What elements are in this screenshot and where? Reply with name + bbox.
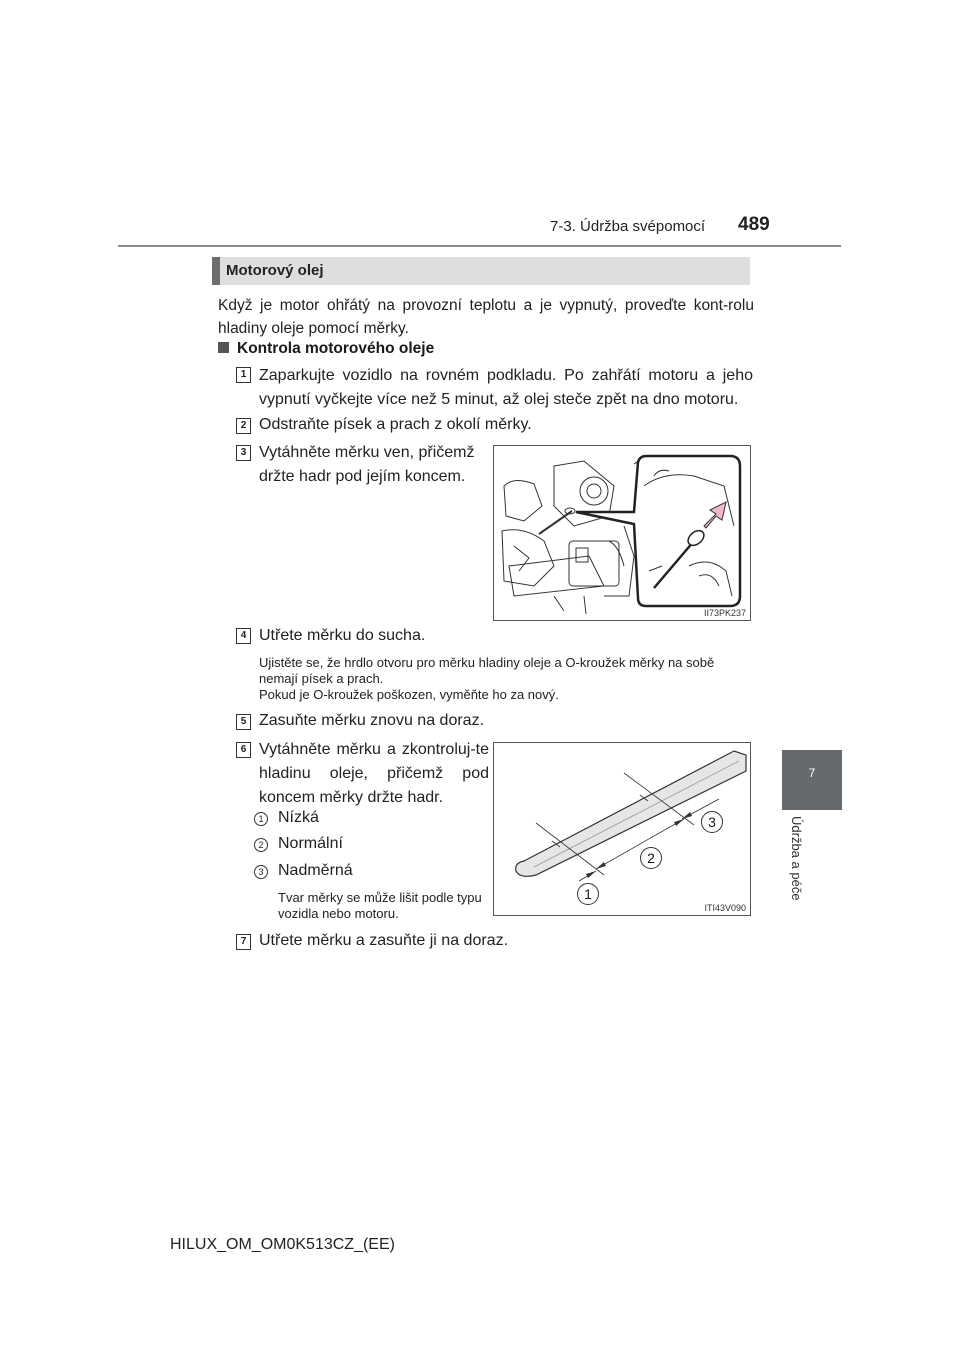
square-bullet-icon [218,342,229,353]
level-marker-3: 3 [254,865,268,879]
chapter-tab[interactable] [782,750,842,810]
document-footer: HILUX_OM_OM0K513CZ_(EE) [170,1236,395,1253]
step-number-5: 5 [236,714,251,730]
level-marker-1: 1 [254,812,268,826]
chapter-title-vertical [784,814,804,934]
step-2-text: Odstraňte písek a prach z okolí měrky. [259,416,532,433]
step-number-4: 4 [236,628,251,644]
page-number: 489 [738,214,770,235]
step-6-note: Tvar měrky se může lišit podle typu vozidla nebo motoru. [278,890,482,921]
step-3-text: Vytáhněte měrku ven, přičemž držte hadr pod jejím koncem. [259,444,475,485]
callout-3: 3 [701,811,723,833]
callout-2: 2 [640,847,662,869]
callout-1: 1 [577,883,599,905]
step-4-text: Utřete měrku do sucha. [259,627,426,644]
step-4-note: Ujistěte se, že hrdlo otvoru pro měrku hladiny oleje a O-kroužek měrky na sobě nemají písek a prach. Pokud je O-kroužek poškozen, vyměňte ho za nový. [259,655,715,702]
header-section-title: 7-3. Údržba svépomocí [550,218,706,235]
step-number-6: 6 [236,742,251,758]
dipstick-level-figure [493,742,751,916]
engine-illustration [494,446,750,620]
chapter-number: 7 [808,766,816,780]
step-6-text: Vytáhněte měrku a zkontroluj-te hladinu oleje, přičemž pod koncem měrky držte hadr. [259,741,489,806]
engine-dipstick-figure [493,445,751,621]
step-1-text: Zaparkujte vozidlo na rovném podkladu. Po zahřátí motoru a jeho vypnutí vyčkejte více než 5 minut, až olej steče zpět na dno motoru. [259,367,753,408]
step-number-7: 7 [236,934,251,950]
figure-code-engine: II73PK237 [703,608,746,618]
header-divider [118,245,841,247]
level-excess-label: Nadměrná [278,862,353,879]
subheading [218,340,434,358]
level-normal-label: Normální [278,835,343,852]
intro-paragraph: Když je motor ohřátý na provozní teplotu a je vypnutý, proveďte kont-rolu hladiny oleje pomocí měrky. [218,297,754,337]
step-5-text: Zasuňte měrku znovu na doraz. [259,712,485,729]
section-bar-accent [212,257,220,285]
section-title: Motorový olej [226,262,324,279]
figure-code-dipstick: ITI43V090 [704,903,746,913]
level-marker-2: 2 [254,838,268,852]
step-number-2: 2 [236,418,251,434]
chapter-title: Údržba a péče [789,816,804,901]
subheading-text: Kontrola motorového oleje [237,340,435,357]
step-number-1: 1 [236,367,251,383]
step-7-text: Utřete měrku a zasuňte ji na doraz. [259,932,509,949]
step-number-3: 3 [236,445,251,461]
level-low-label: Nízká [278,809,319,826]
